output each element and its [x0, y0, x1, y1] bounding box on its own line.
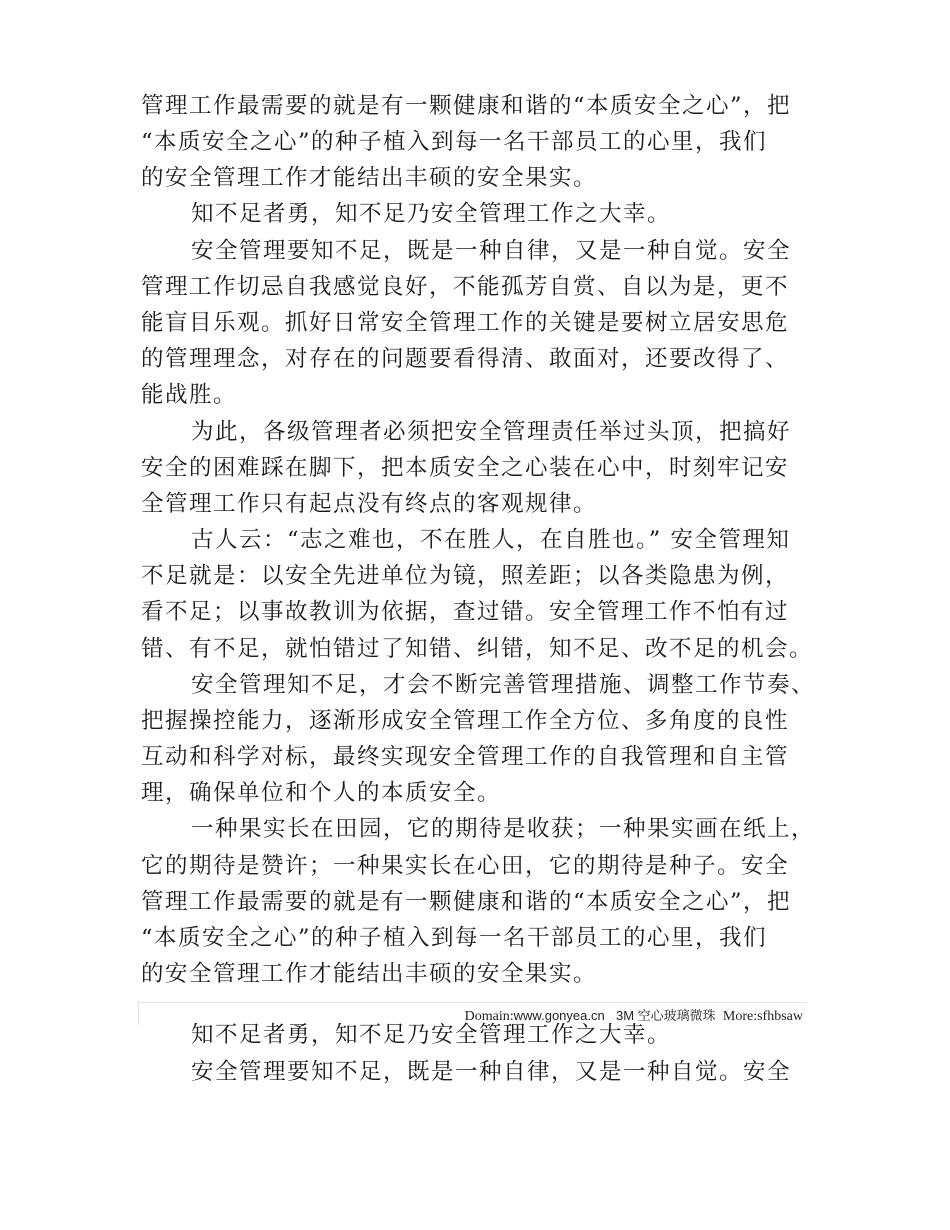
text-line: 错、有不足，就怕错过了知错、纠错，知不足、改不足的机会。: [141, 636, 814, 662]
text-line: 能战胜。: [141, 382, 238, 408]
text-line: 管理工作最需要的就是有一颗健康和谐的“本质安全之心”，把: [141, 93, 792, 119]
text-line: 把握操控能力，逐渐形成安全管理工作全方位、多角度的良性: [141, 708, 790, 734]
paragraph-start: 一种果实长在田园，它的期待是收获；一种果实画在纸上，: [191, 816, 816, 842]
text-line: 的管理理念，对存在的问题要看得清、敢面对，还要改得了、: [141, 346, 790, 372]
footer-more-value: sfhbsaw: [757, 1009, 803, 1024]
text-line: 安全的困难踩在脚下，把本质安全之心装在心中，时刻牢记安: [141, 455, 790, 481]
paragraph-start: 安全管理要知不足，既是一种自律，又是一种自觉。安全: [191, 1059, 792, 1085]
text-line: “本质安全之心”的种子植入到每一名干部员工的心里，我们: [141, 129, 768, 155]
text-line: 全管理工作只有起点没有终点的客观规律。: [141, 491, 598, 517]
text-line: 不足就是：以安全先进单位为镜，照差距；以各类隐患为例，: [141, 563, 790, 589]
paragraph-start: 为此，各级管理者必须把安全管理责任举过头顶，把搞好: [191, 419, 792, 445]
text-line: 看不足；以事故教训为依据，查过错。安全管理工作不怕有过: [141, 599, 790, 625]
paragraph-start: 古人云：“志之难也，不在胜人，在自胜也。” 安全管理知: [191, 527, 791, 553]
text-line: 的安全管理工作才能结出丰硕的安全果实。: [141, 961, 598, 987]
text-line: 互动和科学对标，最终实现安全管理工作的自我管理和自主管: [141, 744, 790, 770]
text-line: 理，确保单位和个人的本质安全。: [141, 780, 502, 806]
text-line: 能盲目乐观。抓好日常安全管理工作的关键是要树立居安思危: [141, 310, 790, 336]
paragraph-start: 安全管理要知不足，既是一种自律，又是一种自觉。安全: [191, 238, 792, 264]
text-line: “本质安全之心”的种子植入到每一名干部员工的心里，我们: [141, 925, 768, 951]
text-line: 的安全管理工作才能结出丰硕的安全果实。: [141, 165, 598, 191]
footer-more-label: More:: [722, 1009, 758, 1024]
paragraph-start: 知不足者勇，知不足乃安全管理工作之大幸。: [191, 201, 672, 227]
text-line: 管理工作切忌自我感觉良好，不能孤芳自赏、自以为是，更不: [141, 274, 790, 300]
text-line: 管理工作最需要的就是有一颗健康和谐的“本质安全之心”，把: [141, 889, 792, 915]
footer-domain-link[interactable]: www.gonyea.cn: [513, 1008, 605, 1023]
paragraph-start: 安全管理知不足，才会不断完善管理措施、调整工作节奏、: [191, 672, 816, 698]
footer-product: 3M 空心玻璃微珠: [615, 1008, 716, 1023]
footer-domain-label: Domain:: [464, 1009, 514, 1024]
paragraph-start: 知不足者勇，知不足乃安全管理工作之大幸。: [191, 1022, 672, 1048]
text-line: 它的期待是赞许；一种果实长在心田，它的期待是种子。安全: [141, 853, 790, 879]
